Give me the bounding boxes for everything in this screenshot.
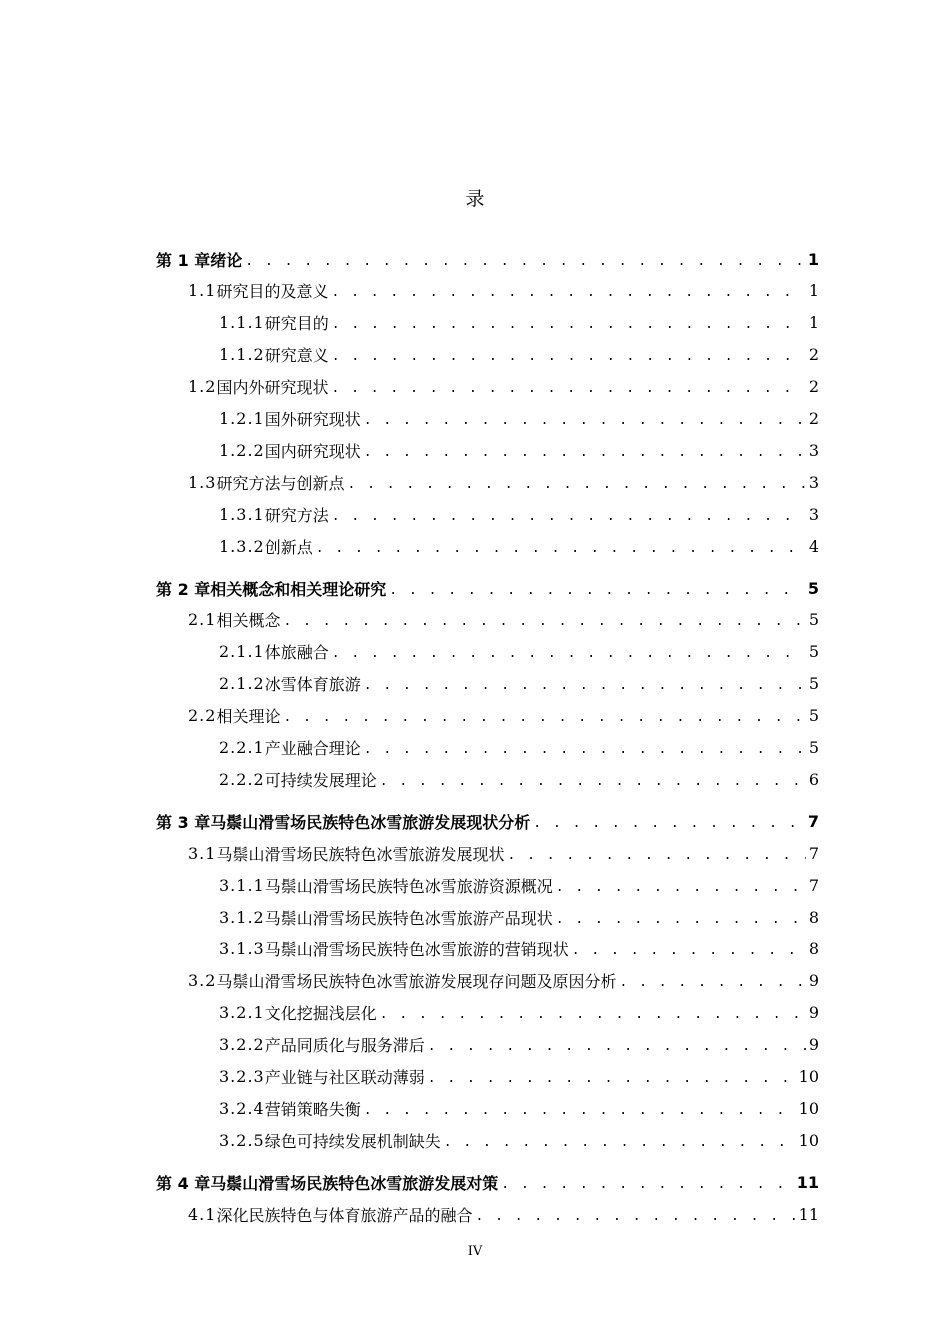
toc-entry-page: 10	[798, 1098, 819, 1118]
toc-dot-leader	[364, 742, 806, 757]
toc-entry-number: 2.1	[188, 610, 217, 630]
toc-subsection-entry[interactable]	[219, 531, 819, 561]
toc-section-entry[interactable]	[188, 467, 819, 497]
toc-dot-leader	[380, 1007, 806, 1022]
toc-chapter-entry[interactable]	[156, 244, 819, 274]
toc-entry-number: 1.2.1	[219, 409, 265, 428]
toc-subsection-entry[interactable]	[219, 870, 819, 900]
toc-entry-title: 相关概念和相关理论研究	[210, 579, 387, 599]
toc-entry-page: 2	[808, 345, 819, 365]
toc-entry-page: 1	[808, 281, 819, 301]
toc-entry-number: 3.2.4	[219, 1098, 265, 1118]
toc-subsection-entry[interactable]	[219, 1062, 819, 1092]
toc-dot-leader	[507, 848, 805, 863]
toc-entry-number: 3.2.5	[219, 1130, 265, 1150]
toc-entry-number: 2.2	[188, 706, 217, 726]
toc-entry-number: 1.1.2	[219, 345, 265, 365]
toc-entry-number: 1.3.2	[219, 536, 265, 556]
toc-subsection-entry[interactable]	[219, 435, 819, 465]
toc-section-entry[interactable]	[188, 701, 819, 731]
toc-dot-leader	[245, 254, 805, 269]
toc-entry-title: 马鬃山滑雪场民族特色冰雪旅游发展对策	[210, 1173, 499, 1193]
toc-entry-number: 3.2	[188, 971, 217, 991]
toc-entry-page: 11	[798, 1204, 819, 1224]
toc-entry-title: 研究目的及意义	[216, 282, 329, 302]
toc-entry-page: 3	[808, 440, 819, 460]
toc-entry-number: 2.1.2	[219, 674, 265, 694]
toc-entry-number: 3.1.3	[219, 939, 265, 959]
toc-subsection-entry[interactable]	[219, 404, 819, 434]
toc-entry-number: 2.1.1	[219, 642, 265, 662]
toc-entry-title: 产品同质化与服务滞后	[264, 1036, 425, 1056]
toc-entry-number: 3.2.2	[219, 1035, 265, 1055]
toc-entry-title: 产业融合理论	[264, 739, 361, 758]
page-number-footer: IV	[467, 1244, 483, 1259]
toc-entry-page: 1	[807, 249, 819, 269]
toc-entry-number: 3.2.1	[219, 1003, 265, 1023]
toc-dot-leader	[572, 943, 806, 958]
toc-entry-page: 5	[808, 706, 819, 726]
toc-entry-title: 马鬃山滑雪场民族特色冰雪旅游资源概况	[264, 876, 553, 896]
toc-dot-leader	[533, 816, 805, 831]
toc-dot-leader	[347, 477, 805, 492]
toc-entry-page: 1	[808, 313, 819, 333]
toc-dot-leader	[380, 774, 806, 789]
toc-subsection-entry[interactable]	[219, 998, 819, 1028]
toc-dot-leader	[364, 413, 806, 428]
toc-dot-leader	[332, 349, 806, 364]
toc-entry-number: 3.1	[188, 843, 217, 863]
toc-subsection-entry[interactable]	[219, 764, 819, 794]
toc-dot-leader	[501, 1177, 793, 1192]
toc-entry-title: 产业链与社区联动薄弱	[264, 1068, 425, 1087]
toc-dot-leader	[331, 285, 805, 300]
toc-entry-page: 8	[808, 907, 819, 927]
toc-entry-number: 1.3	[188, 472, 217, 492]
toc-subsection-entry[interactable]	[219, 1093, 819, 1123]
toc-entry-number: 第 4 章	[156, 1173, 211, 1193]
toc-dot-leader	[332, 646, 806, 661]
toc-section-entry[interactable]	[188, 1199, 819, 1229]
toc-section-entry[interactable]	[188, 276, 819, 306]
toc-entry-page: 9	[808, 971, 819, 991]
toc-entry-title: 国内研究现状	[264, 441, 361, 461]
toc-entry-page: 5	[808, 610, 819, 630]
toc-entry-title: 体旅融合	[264, 643, 329, 663]
toc-entry-page: 5	[808, 642, 819, 662]
toc-dot-leader	[332, 509, 806, 524]
toc-dot-leader	[364, 1103, 796, 1118]
toc-subsection-entry[interactable]	[219, 902, 819, 932]
toc-entry-number: 1.3.1	[219, 504, 265, 524]
toc-entry-number: 第 1 章	[156, 250, 211, 270]
toc-subsection-entry[interactable]	[219, 1125, 819, 1155]
toc-entry-title: 绿色可持续发展机制缺失	[264, 1131, 441, 1151]
toc-dot-leader	[283, 710, 805, 725]
toc-dot-leader	[444, 1135, 796, 1150]
toc-entry-page: 7	[808, 875, 819, 895]
toc-entry-page: 2	[808, 377, 819, 397]
toc-section-entry[interactable]	[188, 605, 819, 635]
toc-subsection-entry[interactable]	[219, 499, 819, 529]
toc-dot-leader	[364, 445, 806, 460]
toc-entry-page: 5	[808, 738, 819, 757]
toc-subsection-entry[interactable]	[219, 340, 819, 370]
toc-entry-number: 4.1	[188, 1204, 217, 1224]
toc-dot-leader	[619, 975, 805, 990]
toc-dot-leader	[475, 1209, 795, 1224]
toc-entry-title: 营销策略失衡	[264, 1099, 361, 1119]
toc-dot-leader	[364, 678, 806, 693]
toc-section-entry[interactable]	[188, 372, 819, 402]
toc-entry-page: 5	[807, 578, 819, 598]
toc-entry-page: 11	[796, 1172, 819, 1192]
toc-dot-leader	[332, 317, 806, 332]
toc-entry-title: 马鬃山滑雪场民族特色冰雪旅游产品现状	[264, 908, 553, 928]
toc-entry-title: 冰雪体育旅游	[264, 675, 361, 695]
toc-dot-leader	[556, 880, 806, 895]
toc-dot-leader	[389, 583, 805, 598]
toc-entry-page: 10	[798, 1130, 819, 1150]
toc-entry-page: 6	[808, 769, 819, 789]
toc-entry-title: 马鬃山滑雪场民族特色冰雪旅游发展现状分析	[210, 812, 531, 832]
toc-entry-title: 国外研究现状	[264, 410, 361, 429]
toc-entry-number: 2.2.2	[219, 769, 265, 789]
toc-entry-number: 1.1.1	[219, 313, 265, 333]
toc-title: 录	[465, 188, 485, 210]
toc-entry-title: 相关理论	[216, 707, 281, 727]
toc-entry-page: 10	[798, 1067, 819, 1086]
toc-entry-number: 1.1	[188, 281, 217, 301]
toc-entry-title: 创新点	[264, 537, 313, 557]
toc-entry-title: 研究方法与创新点	[216, 473, 345, 493]
toc-entry-title: 相关概念	[216, 611, 281, 631]
toc-entry-number: 1.2.2	[219, 440, 265, 460]
toc-entry-title: 马鬃山滑雪场民族特色冰雪旅游发展现存问题及原因分析	[216, 972, 617, 992]
toc-section-entry[interactable]	[188, 966, 819, 996]
toc-dot-leader	[428, 1071, 796, 1086]
toc-entry-page: 4	[808, 536, 819, 556]
toc-entry-page: 9	[808, 1003, 819, 1023]
toc-entry-number: 3.1.2	[219, 907, 265, 927]
toc-entry-page: 7	[807, 811, 819, 831]
toc-subsection-entry[interactable]	[219, 733, 819, 763]
toc-subsection-entry[interactable]	[219, 669, 819, 699]
toc-subsection-entry[interactable]	[219, 637, 819, 667]
toc-entry-page: 5	[808, 674, 819, 694]
toc-entry-title: 研究目的	[264, 314, 329, 334]
toc-entry-title: 研究方法	[264, 505, 329, 525]
toc-entry-number: 2.2.1	[219, 738, 265, 757]
toc-dot-leader	[428, 1039, 806, 1054]
toc-section-entry[interactable]	[188, 838, 819, 868]
toc-entry-title: 文化挖掘浅层化	[264, 1004, 377, 1024]
toc-entry-page: 3	[808, 472, 819, 492]
toc-dot-leader	[316, 541, 806, 556]
toc-entry-page: 9	[808, 1035, 819, 1055]
toc-entry-title: 绪论	[210, 250, 243, 270]
toc-entry-title: 马鬃山滑雪场民族特色冰雪旅游发展现状	[216, 844, 505, 864]
toc-entry-number: 第 3 章	[156, 812, 211, 832]
toc-dot-leader	[331, 381, 805, 396]
toc-entry-number: 第 2 章	[156, 579, 211, 599]
toc-entry-page: 2	[808, 409, 819, 428]
toc-subsection-entry[interactable]	[219, 1030, 819, 1060]
toc-dot-leader	[283, 614, 805, 629]
toc-chapter-entry[interactable]	[156, 573, 819, 603]
toc-entry-number: 3.1.1	[219, 875, 265, 895]
toc-entry-number: 1.2	[188, 377, 217, 397]
toc-chapter-entry[interactable]	[156, 806, 819, 836]
toc-entry-number: 3.2.3	[219, 1067, 265, 1086]
toc-subsection-entry[interactable]	[219, 308, 819, 338]
toc-entry-page: 8	[808, 939, 819, 959]
toc-entry-title: 研究意义	[264, 346, 329, 366]
toc-dot-leader	[556, 912, 806, 927]
toc-subsection-entry[interactable]	[219, 934, 819, 964]
toc-chapter-entry[interactable]	[156, 1167, 819, 1197]
toc-entry-page: 7	[808, 843, 819, 863]
toc-entry-title: 深化民族特色与体育旅游产品的融合	[216, 1205, 473, 1225]
toc-entry-page: 3	[808, 504, 819, 524]
toc-entry-title: 国内外研究现状	[216, 378, 329, 398]
toc-entry-title: 可持续发展理论	[264, 770, 377, 790]
toc-entry-title: 马鬃山滑雪场民族特色冰雪旅游的营销现状	[264, 940, 569, 960]
